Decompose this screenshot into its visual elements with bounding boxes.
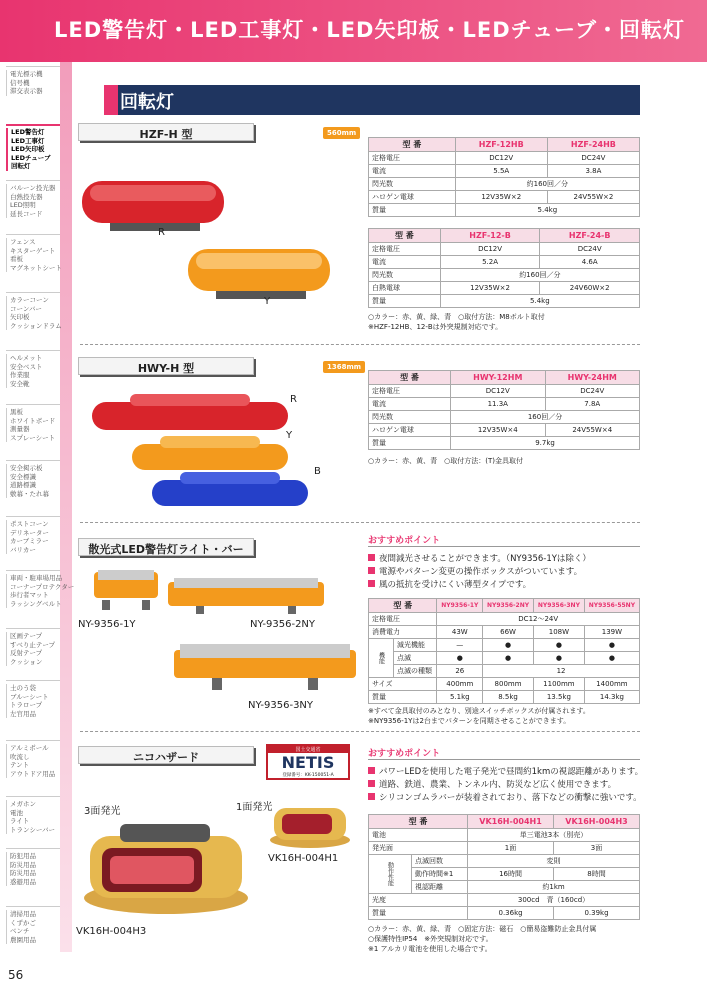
sidebar-item[interactable]: フェンス キスターゲート 看板 マグネットシート (6, 238, 60, 272)
ny3-lamp-image (172, 636, 358, 692)
lightbar-osusume: おすすめポイント (368, 536, 441, 546)
sidebar-item[interactable]: ヘルメット 安全ベスト 作業服 安全靴 (6, 354, 60, 388)
netis-badge: 国土交通省 NETIS 登録番号：KK-150051-A (266, 744, 350, 780)
sidebar-item[interactable]: メガホン 電池 ライト トランシーバー (6, 800, 60, 834)
sidebar-item[interactable]: ポストコーン デリネーター カーブミラー バリカー (6, 520, 60, 554)
ny2-lamp-image (166, 576, 326, 616)
ny1-label: NY-9356-1Y (78, 619, 136, 630)
vk16h-h1-image (268, 800, 352, 850)
sidebar-divider (6, 124, 60, 126)
hwy-label: HWY-H 型 (78, 357, 254, 375)
page-header (0, 0, 707, 62)
sidebar-divider (6, 570, 60, 571)
sidebar-item[interactable]: LED警告灯 LED工事灯 LED矢印板 LEDチューブ 回転灯 (6, 128, 60, 171)
section-title-bar (104, 85, 640, 115)
hzf-red-label: R (158, 227, 165, 238)
hwy-red-label: R (290, 394, 297, 405)
sidebar-divider (6, 516, 60, 517)
sidebar-divider (6, 680, 60, 681)
lightbar-note: ※すべて金具取付のみとなり、別途スイッチボックスが付属されます。 ※NY9356-1Yは2台までパターンを同期させることができます。 (368, 707, 590, 725)
vk16h-h3-image (80, 816, 252, 916)
hwy-blue-label: B (314, 466, 321, 477)
niko-spec-table: 型 番 VK16H-004H1 VK16H-004H3 電池 単三電池3本（別売） 発光面 1面 3面 動作性能 点滅回数 変則 動作時間※1 16時間 8時間 視認距離 約1km 光度 300cd 青（160cd） 質量 0.36kg 0.39kg (368, 814, 640, 920)
hwy-dim-badge: 1368mm (323, 361, 365, 373)
hzf-dim-badge: 560mm (323, 127, 360, 139)
lightbar-spec-table: 型 番 NY9356-1Y NY9356-2NY NY9356-3NY NY9356-55NY 定格電圧 DC12〜24V 消費電力 43W 66W 108W 139W 機能 減光機能 — ● ● ● 点滅 ● ● ● ● 点滅の種類 26 12 サイズ 400mm 800mm 1100mm 1400mm 質量 5.1kg 8.5kg 13.5kg 14.3kg (368, 598, 640, 704)
divider (80, 522, 640, 523)
page-number: 56 (8, 968, 24, 982)
ny1-lamp-image (92, 568, 160, 614)
niko-label: ニコハザード (78, 746, 254, 764)
sidebar-divider (6, 234, 60, 235)
sidebar-divider (6, 292, 60, 293)
three-face-label: 3面発光 (84, 806, 121, 817)
sidebar-item[interactable]: 黒板 ホワイトボード 測量器 スプレーシート (6, 408, 60, 442)
niko-osusume: おすすめポイント (368, 749, 441, 759)
sidebar-divider (6, 740, 60, 741)
lightbar-bullet: 夜間減光させることができます。（NY9356-1Yは除く） (368, 553, 591, 565)
hzf-yellow-label: Y (264, 296, 271, 307)
sidebar-item[interactable]: 防犯用品 防災用品 防災用品 惑避用品 (6, 852, 60, 886)
lightbar-bullet: 電源やパターン変更の操作ボックスがついています。 (368, 566, 582, 578)
divider (80, 731, 640, 732)
niko-bullet: シリコンゴムラバーが装着されており、落下などの衝撃に強いです。 (368, 792, 642, 804)
hzf-hb-spec-table: 型 番 HZF-12HB HZF-24HB 定格電圧 DC12V DC24V 電流 5.5A 3.8A 閃光数 約160回／分 ハロゲン電球 12V35W×2 24V55W×2 質量 5.4kg (368, 137, 640, 217)
sidebar-item[interactable]: カラーコーン コーンバー 矢印板 クッションドラム (6, 296, 60, 330)
sidebar-divider (6, 180, 60, 181)
sidebar-item[interactable]: 土のう袋 ブルーシート トラロープ 左官用品 (6, 684, 60, 718)
sidebar-divider (6, 906, 60, 907)
sidebar-divider (6, 848, 60, 849)
hwy-yellow-label: Y (286, 430, 293, 441)
hzf-label: HZF-H 型 (78, 123, 254, 141)
sidebar-item[interactable]: 電光標示機 信号機 滞交表示器 (6, 70, 60, 96)
section-title: 回転灯 (120, 92, 174, 113)
vk16h-h3-label: VK16H-004H3 (76, 926, 147, 937)
sidebar-divider (6, 460, 60, 461)
sidebar-item[interactable]: バルーン投光器 白熱投光器 LED照明 延長コード (6, 184, 60, 218)
sidebar-item[interactable]: 安全掲示板 安全標識 道路標識 敷幕・たれ幕 (6, 464, 60, 498)
lightbar-label: 散光式LED警告灯ライト・バー (78, 538, 254, 556)
sidebar-nav (0, 62, 75, 952)
ny3-label: NY-9356-3NY (248, 700, 314, 711)
hwy-spec-table: 型 番 HWY-12HM HWY-24HM 定格電圧 DC12V DC24V 電流 11.3A 7.8A 閃光数 160回／分 ハロゲン電球 12V35W×4 24V55W×4 質量 9.7kg (368, 370, 640, 450)
one-face-label: 1面発光 (236, 802, 273, 813)
sidebar-divider (6, 796, 60, 797)
header-title: LED警告灯・LED工事灯・LED矢印板・LEDチューブ・回転灯 (54, 18, 685, 42)
divider (80, 344, 640, 345)
niko-note: ○カラー：赤、黄、緑、青 ○固定方法：磁石 ○簡易盗難防止金具付属 ○保護特性IP54 ※外突規制対応です。 ※1 アルカリ電池を使用した場合です。 (368, 925, 597, 953)
hzf-b-spec-table: 型 番 HZF-12-B HZF-24-B 定格電圧 DC12V DC24V 電流 5.2A 4.6A 閃光数 約160回／分 白熱電球 12V35W×2 24V60W×2 質量 5.4kg (368, 228, 640, 308)
sidebar-divider (6, 350, 60, 351)
sidebar-divider (6, 66, 60, 67)
sidebar-item[interactable]: アルミポール 吹流し テント アウトドア用品 (6, 744, 60, 778)
hwy-note: ○カラー：赤、黄、青 ○取付方法：(T)金具取付 (368, 457, 523, 465)
sidebar-divider (6, 628, 60, 629)
sidebar-item[interactable]: 清掃用品 くずかご ベンチ 農園用品 (6, 910, 60, 944)
hzf-red-lamp-image (80, 175, 226, 237)
side-accent (60, 62, 72, 952)
niko-bullet: 道路、鉄道、農業、トンネル内、防災など広く使用できます。 (368, 779, 616, 791)
sidebar-item[interactable]: 車両・駐車場用品 コーナープロテクター 歩行者マット ラッシングベルト (6, 574, 60, 608)
sidebar-item[interactable]: 区画テープ すべり止テープ 反射テープ クッション (6, 632, 60, 666)
vk16h-h1-label: VK16H-004H1 (268, 853, 339, 864)
hzf-yellow-lamp-image (186, 243, 332, 305)
hwy-blue-lamp-image (150, 470, 310, 516)
lightbar-bullet: 風の抵抗を受けにくい薄型タイプです。 (368, 579, 531, 591)
sidebar-divider (6, 404, 60, 405)
ny2-label: NY-9356-2NY (250, 619, 316, 630)
niko-bullet: パワーLEDを使用した電子発光で昼間約1kmの視認距離があります。 (368, 766, 643, 778)
hzf-note: ○カラー：赤、黄、緑、青 ○取付方法：M8ボルト取付 ※HZF-12HB、12-Bは外突規制対応です。 (368, 313, 545, 331)
